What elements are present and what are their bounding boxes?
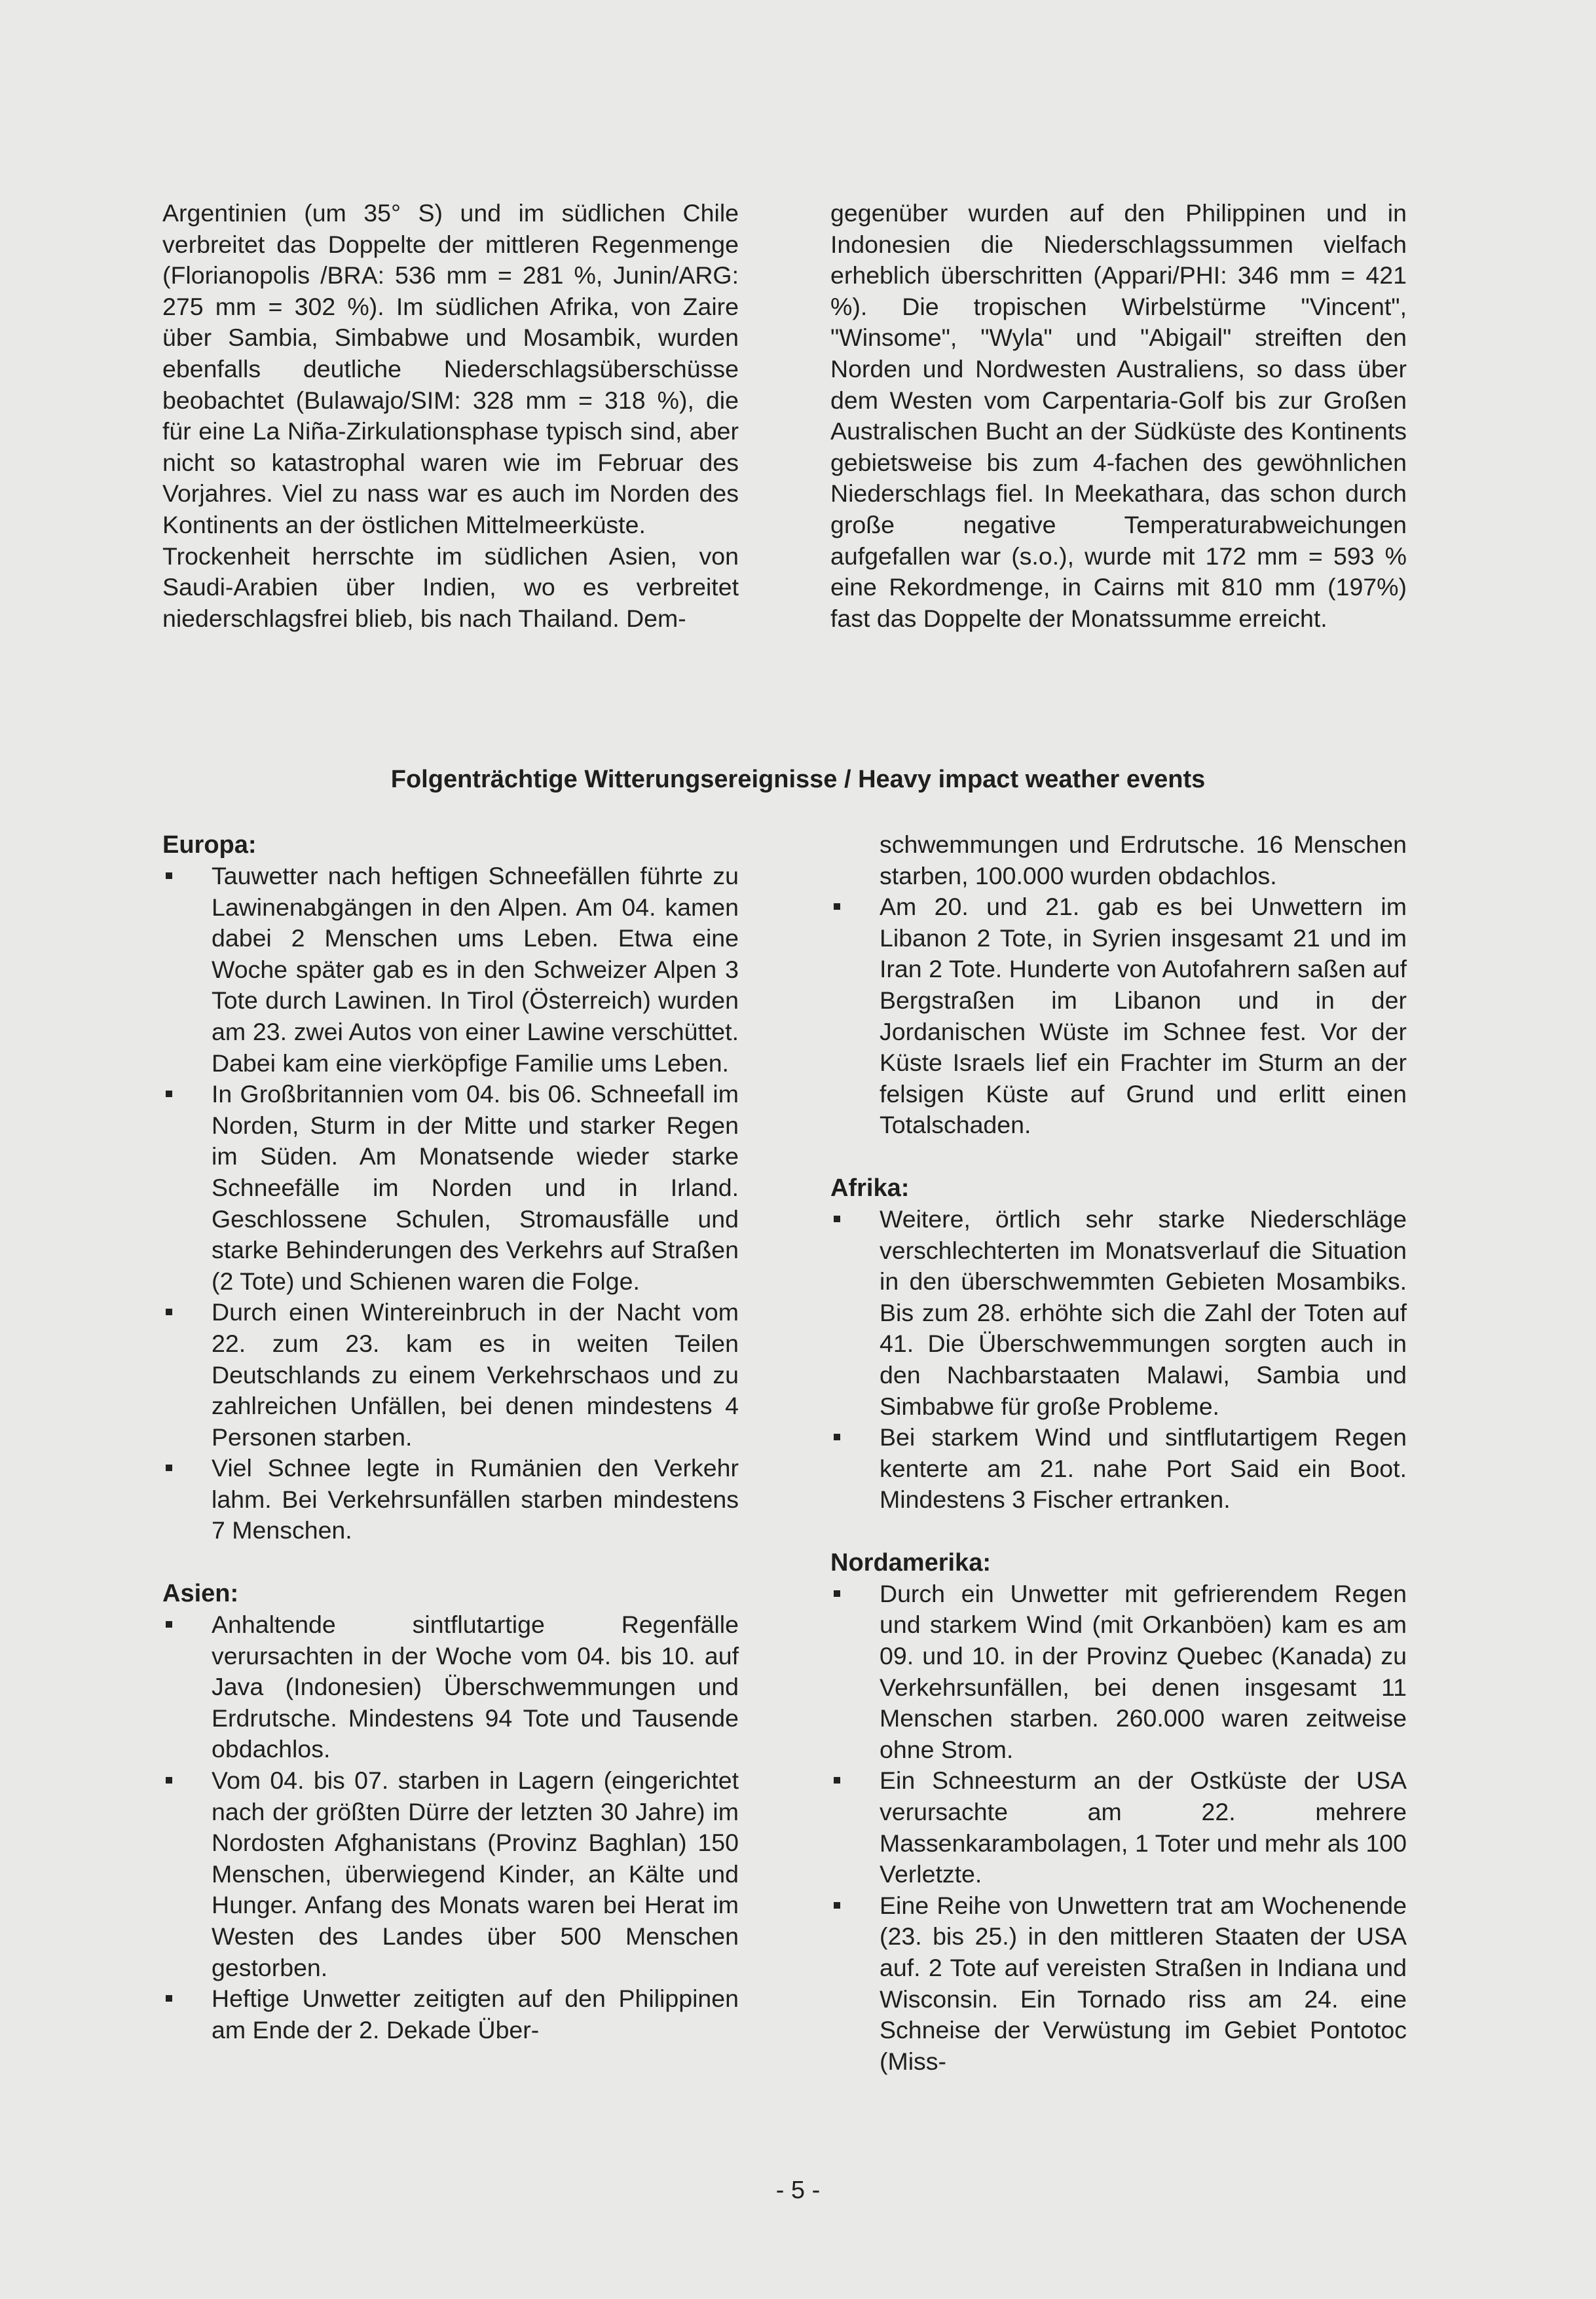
bullet-icon bbox=[166, 1621, 172, 1628]
bullet-icon bbox=[834, 1434, 840, 1440]
paragraph: Argentinien (um 35° S) und im südlichen Chile verbreitet das Doppelte der mittleren Regenmenge (Florianopolis /BRA: 536 mm = 281 %, Junin/ARG: 275 mm = 302 %). Im südlichen Afrika, von Zaire über Sambia, Simbabwe und Mosambik, wurden ebenfalls deutliche Niederschlagsüberschüsse beobachtet (Bulawajo/SIM: 328 mm = 318 %), die für eine La Niña-Zirkulationsphase typisch sind, aber nicht so katastrophal waren wie im Februar des Vorjahres. Viel zu nass war es auch im Norden des Kontinents an der östlichen Mittelmeerküste. bbox=[162, 199, 739, 538]
list-item: Anhaltende sintflutartige Regenfälle verursachten in der Woche vom 04. bis 10. auf Java (Indonesien) Überschwemmungen und Erdrutsche. Mindestens 94 Tote und Tausende obdachlos. bbox=[162, 1609, 739, 1765]
bullet-icon bbox=[834, 903, 840, 910]
list-item: Weitere, örtlich sehr starke Niederschläge verschlechterten im Monatsverlauf die Situation in den überschwemmten Gebieten Mosambiks. Bis zum 28. erhöhte sich die Zahl der Toten auf 41. Die Überschwemmungen sorgten auch in den Nachbarstaaten Malawi, Sambia und Simbabwe für große Probleme. bbox=[830, 1204, 1407, 1422]
list-item: Heftige Unwetter zeitigten auf den Philippinen am Ende der 2. Dekade Über- bbox=[162, 1983, 739, 2046]
section-title: Folgenträchtige Witterungsereignisse / Heavy impact weather events bbox=[390, 766, 1206, 793]
bullet-icon bbox=[166, 1465, 172, 1471]
bullet-icon bbox=[834, 1216, 840, 1222]
region-heading-asien: Asien: bbox=[162, 1580, 239, 1608]
events-left-column bbox=[162, 829, 739, 2046]
page-number: - 5 - bbox=[775, 2177, 821, 2204]
list-item: Tauwetter nach heftigen Schneefällen führte zu Lawinenabgängen in den Alpen. Am 04. kamen dabei 2 Menschen ums Leben. Etwa eine Woche später gab es in den Schweizer Alpen 3 Tote durch Lawinen. In Tirol (Österreich) wurden am 23. zwei Autos von einer Lawine verschüttet. Dabei kam eine vierköpfige Familie ums Leben. bbox=[162, 861, 739, 1079]
region-heading-afrika: Afrika: bbox=[830, 1174, 910, 1202]
bullet-icon bbox=[834, 1590, 840, 1597]
list-item: Ein Schneesturm an der Ostküste der USA verursachte am 22. mehrere Massenkarambolagen, 1 Toter und mehr als 100 Verletzte. bbox=[830, 1765, 1407, 1890]
list-item: Durch einen Wintereinbruch in der Nacht vom 22. zum 23. kam es in weiten Teilen Deutschlands zu einem Verkehrschaos und zu zahlreichen Unfällen, bei denen mindestens 4 Personen starben. bbox=[162, 1297, 739, 1453]
bullet-icon bbox=[166, 1309, 172, 1315]
list-item: Viel Schnee legte in Rumänien den Verkehr lahm. Bei Verkehrsunfällen starben mindestens 7 Menschen. bbox=[162, 1453, 739, 1546]
list-item: In Großbritannien vom 04. bis 06. Schneefall im Norden, Sturm in der Mitte und starker Regen im Süden. Am Monatsende wieder starke Schneefälle im Norden und in Irland. Geschlossene Schulen, Stromausfälle und starke Behinderungen des Verkehrs auf Straßen (2 Tote) und Schienen waren die Folge. bbox=[162, 1079, 739, 1297]
europa-event-list bbox=[162, 861, 739, 1546]
asien-event-list-continued bbox=[830, 891, 1407, 1141]
asien-continuation: schwemmungen und Erdrutsche. 16 Menschen starben, 100.000 wurden obdachlos. bbox=[880, 831, 1407, 889]
asien-event-list bbox=[162, 1609, 739, 2046]
bullet-icon bbox=[834, 1902, 840, 1909]
list-item: Bei starkem Wind und sintflutartigem Regen kenterte am 21. nahe Port Said ein Boot. Mindestens 3 Fischer ertranken. bbox=[830, 1422, 1407, 1516]
paragraph: Trockenheit herrschte im südlichen Asien, von Saudi-Arabien über Indien, wo es verbreitet niederschlagsfrei blieb, bis nach Thailand. Dem- bbox=[162, 542, 739, 632]
bullet-icon bbox=[166, 872, 172, 879]
list-item: Am 20. und 21. gab es bei Unwettern im Libanon 2 Tote, in Syrien insgesamt 21 und im Iran 2 Tote. Hunderte von Autofahrern saßen auf Bergstraßen im Libanon und in der Jordanischen Wüste im Schnee fest. Vor der Küste Israels lief ein Frachter im Sturm an der felsigen Küste auf Grund und erlitt einen Totalschaden. bbox=[830, 891, 1407, 1141]
bullet-icon bbox=[166, 1777, 172, 1784]
bullet-icon bbox=[834, 1777, 840, 1784]
intro-right-column bbox=[830, 198, 1407, 634]
paragraph: gegenüber wurden auf den Philippinen und in Indonesien die Niederschlagssummen vielfach erheblich überschritten (Appari/PHI: 346 mm = 421 %). Die tropischen Wirbelstürme "Vincent", "Winsome", "Wyla" und "Abigail" streiften den Norden und Nordwesten Australiens, so dass über dem Westen vom Carpentaria-Golf bis zur Großen Australischen Bucht an der Südküste des Kontinents gebietsweise bis zum 4-fachen des gewöhnlichen Niederschlags fiel. In Meekathara, das schon durch große negative Temperaturabweichungen aufgefallen war (s.o.), wurde mit 172 mm = 593 % eine Rekordmenge, in Cairns mit 810 mm (197%) fast das Doppelte der Monatssumme erreicht. bbox=[830, 199, 1407, 632]
list-item: Eine Reihe von Unwettern trat am Wochenende (23. bis 25.) in den mittleren Staaten der USA auf. 2 Tote auf vereisten Straßen in Indiana und Wisconsin. Ein Tornado riss am 24. eine Schneise der Verwüstung im Gebiet Pontotoc (Miss- bbox=[830, 1890, 1407, 2078]
bullet-icon bbox=[166, 1995, 172, 2002]
intro-left-column bbox=[162, 198, 739, 634]
list-item: Vom 04. bis 07. starben in Lagern (eingerichtet nach der größten Dürre der letzten 30 Jahre) im Nordosten Afghanistans (Provinz Baghlan) 150 Menschen, überwiegend Kinder, an Kälte und Hunger. Anfang des Monats waren bei Herat im Westen des Landes über 500 Menschen gestorben. bbox=[162, 1765, 739, 1983]
region-heading-nordamerika: Nordamerika: bbox=[830, 1548, 991, 1577]
region-heading-europa: Europa: bbox=[162, 831, 257, 859]
afrika-event-list bbox=[830, 1204, 1407, 1516]
list-item: Durch ein Unwetter mit gefrierendem Regen und starkem Wind (mit Orkanböen) kam es am 09. und 10. in der Provinz Quebec (Kanada) zu Verkehrsunfällen, bei denen insgesamt 11 Menschen starben. 260.000 waren zeitweise ohne Strom. bbox=[830, 1579, 1407, 1766]
events-right-column bbox=[830, 829, 1407, 2077]
nordamerika-event-list bbox=[830, 1579, 1407, 2078]
bullet-icon bbox=[166, 1091, 172, 1097]
